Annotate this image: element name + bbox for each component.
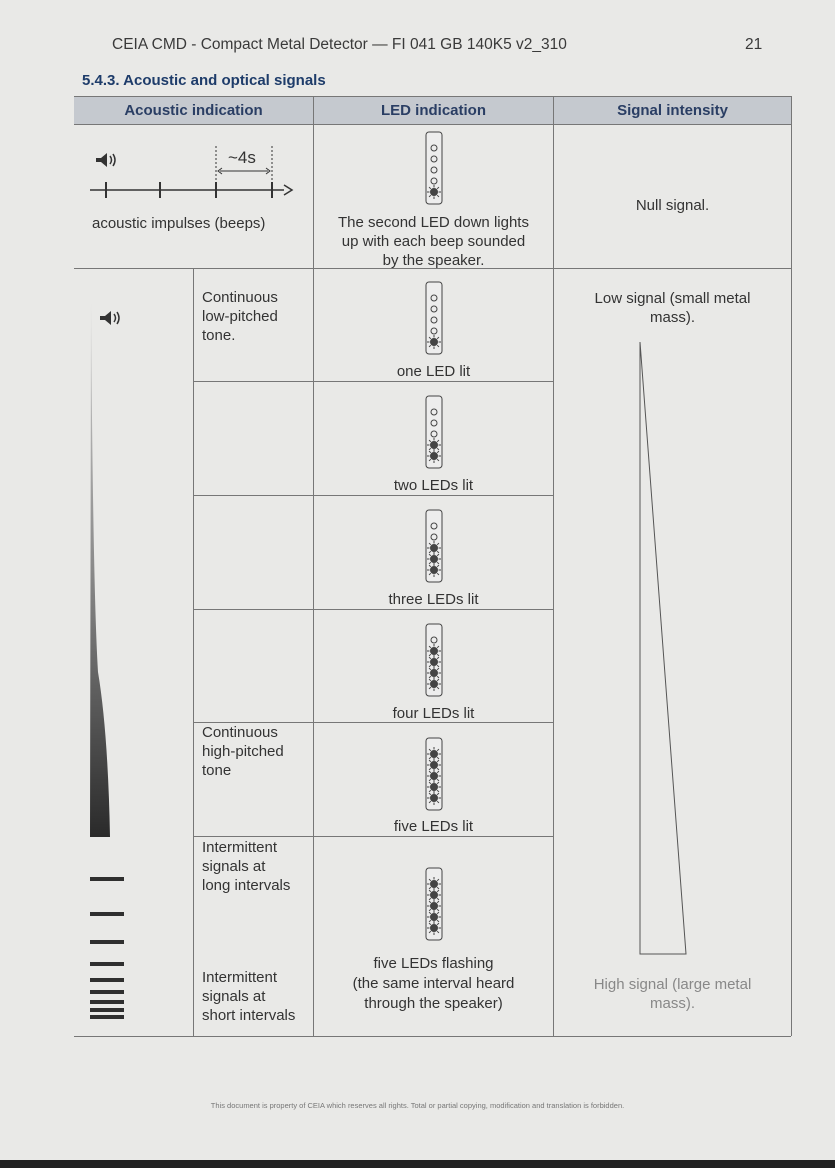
- table-right-border: [791, 96, 792, 1036]
- led-caption: two LEDs lit: [393, 477, 474, 494]
- led-bar-icon: [423, 622, 445, 707]
- table-bottom-border: [74, 1036, 791, 1037]
- high-signal-label: High signal (large metal mass).: [593, 976, 752, 1012]
- led-bar-icon: [423, 736, 445, 821]
- first-row-led-description: The second LED down lights up with each beep sounded by the speaker.: [338, 214, 529, 269]
- beep-interval-label: ~4s: [228, 148, 256, 167]
- led-caption: five LEDs lit: [393, 818, 474, 835]
- copyright-footer: This document is property of CEIA which reserves all rights. Total or partial copying, modification and translation is forbidden.: [210, 1101, 625, 1110]
- low-pitch-tone-label: Continuous low-pitched tone.: [202, 289, 278, 344]
- column-header-led: LED indication: [314, 96, 553, 124]
- led-caption: four LEDs lit: [392, 705, 475, 722]
- table-top-border: [74, 96, 791, 97]
- null-signal-label: Null signal.: [635, 197, 710, 214]
- column-header-acoustic: Acoustic indication: [74, 96, 313, 124]
- speaker-icon: [96, 153, 115, 167]
- low-signal-label: Low signal (small metal mass).: [594, 290, 751, 326]
- led-caption: one LED lit: [396, 363, 471, 380]
- led-bar-icon: [423, 280, 445, 365]
- short-interval-signal-label: Intermittent signals at short intervals: [202, 969, 296, 1024]
- page-number: 21: [745, 36, 763, 53]
- led-bar-icon: [423, 866, 445, 951]
- speaker-icon: [100, 311, 119, 325]
- column-divider: [553, 96, 554, 1036]
- led-bar-icon: [423, 508, 445, 593]
- beep-timeline-diagram: [86, 140, 296, 210]
- row-divider: [193, 609, 553, 610]
- led-bar-icon: [423, 394, 445, 479]
- column-divider: [193, 268, 194, 1036]
- flashing-led-description: five LEDs flashing (the same interval heard through the speaker): [352, 955, 515, 1012]
- table-header-rule: [74, 124, 791, 125]
- acoustic-impulses-label: acoustic impulses (beeps): [92, 215, 266, 232]
- row-divider: [193, 381, 553, 382]
- led-caption: three LEDs lit: [388, 591, 479, 608]
- acoustic-intensity-graphic: [88, 292, 138, 1032]
- high-pitch-tone-label: Continuous high-pitched tone: [202, 724, 284, 779]
- section-title: 5.4.3. Acoustic and optical signals: [82, 72, 326, 89]
- long-interval-signal-label: Intermittent signals at long intervals: [202, 839, 291, 894]
- document-header: CEIA CMD - Compact Metal Detector — FI 041 GB 140K5 v2_310: [112, 36, 567, 53]
- row-divider: [193, 836, 553, 837]
- column-header-signal: Signal intensity: [554, 96, 791, 124]
- led-bar-icon: [423, 130, 445, 215]
- signal-intensity-wedge: [630, 340, 700, 960]
- page-bottom-edge: [0, 1160, 835, 1168]
- row-divider: [193, 495, 553, 496]
